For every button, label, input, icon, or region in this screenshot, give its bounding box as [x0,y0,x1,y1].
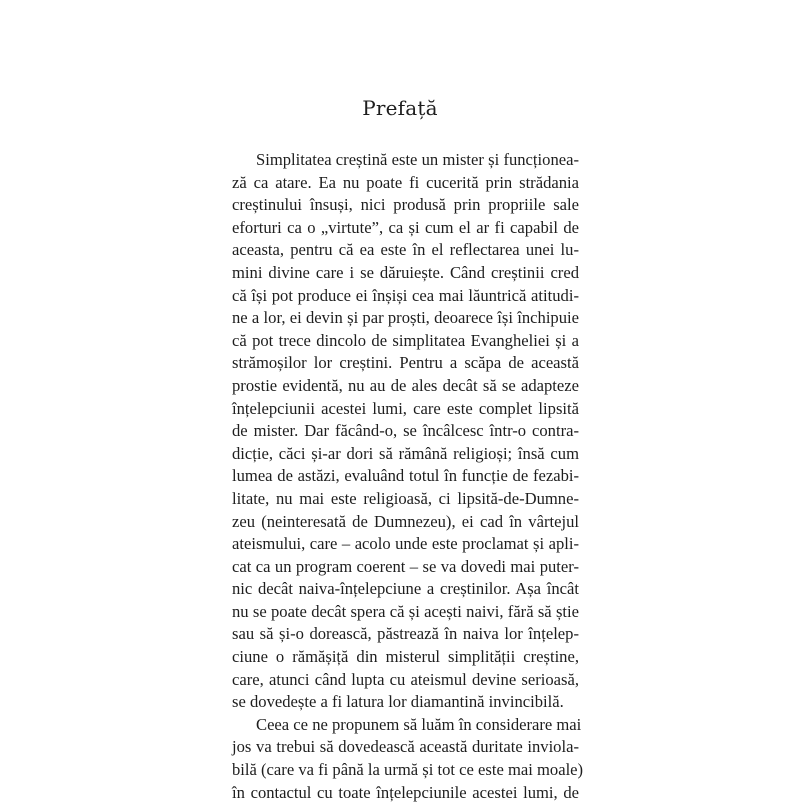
text-line: nic decât naiva-înțelepciune a creștinilor. Așa încât [232,579,579,599]
text-line: înțelepciunii acestei lumi, care este complet lipsită [232,398,579,418]
preface-body [232,149,584,804]
text-line: că își pot produce ei înșiși cea mai lăuntrică atitudi- [232,285,579,305]
text-line: în contactul cu toate înțelepciunile acestei lumi, de [232,782,579,802]
text-line: ză ca atare. Ea nu poate fi cucerită prin strădania [232,172,579,192]
text-line: că pot trece dincolo de simplitatea Evangheliei și a [232,330,579,350]
text-line: Ceea ce ne propunem să luăm în considerare mai [256,714,582,734]
text-line: litate, nu mai este religioasă, ci lipsită-de-Dumne- [232,488,579,508]
text-line: care, atunci când lupta cu ateismul devine serioasă, [232,669,579,689]
page-title: Prefață [362,96,438,120]
text-line: ne a lor, ei devin și par proști, deoarece își închipuie [232,308,579,328]
text-line: ateismului, care – acolo unde este proclamat și apli- [232,534,579,554]
text-line: creștinului însuși, nici produsă prin propriile sale [232,195,579,215]
text-line: se dovedește a fi latura lor diamantină invincibilă. [232,692,564,712]
text-line: dicție, căci și-ar dori să rămână religioși; însă cum [232,443,579,463]
text-line: de mister. Dar făcând-o, se încâlcesc într-o contra- [232,421,579,441]
text-line: lumea de astăzi, evaluând totul în funcție de fezabi- [232,466,579,486]
text-line: strămoșilor lor creștini. Pentru a scăpa de această [232,353,579,373]
text-line: nu se poate decât spera că și acești naivi, fără să știe [232,601,579,621]
text-line: jos va trebui să dovedească această duritate inviola- [232,737,579,757]
text-line: cat ca un program coerent – se va dovedi mai puter- [232,556,579,576]
text-line: zeu (neinteresată de Dumnezeu), ei cad în vârtejul [232,511,579,531]
text-line: sau să și-o dorească, păstrează în naiva lor înțelep- [232,624,579,644]
text-line: aceasta, pentru că ea este în el reflectarea unei lu- [232,240,579,260]
text-line: mini divine care i se dăruiește. Când creștinii cred [232,262,579,282]
text-line: bilă (care va fi până la urmă și tot ce este mai moale) [232,760,584,780]
text-line: eforturi ca o „virtute”, ca și cum el ar fi capabil de [232,217,579,237]
text-line: ciune o rămășiță din misterul simplității creștine, [232,647,579,667]
text-line: prostie evidentă, nu au de ales decât să se adapteze [232,375,579,395]
text-line: Simplitatea creștină este un mister și funcționea- [256,150,579,169]
